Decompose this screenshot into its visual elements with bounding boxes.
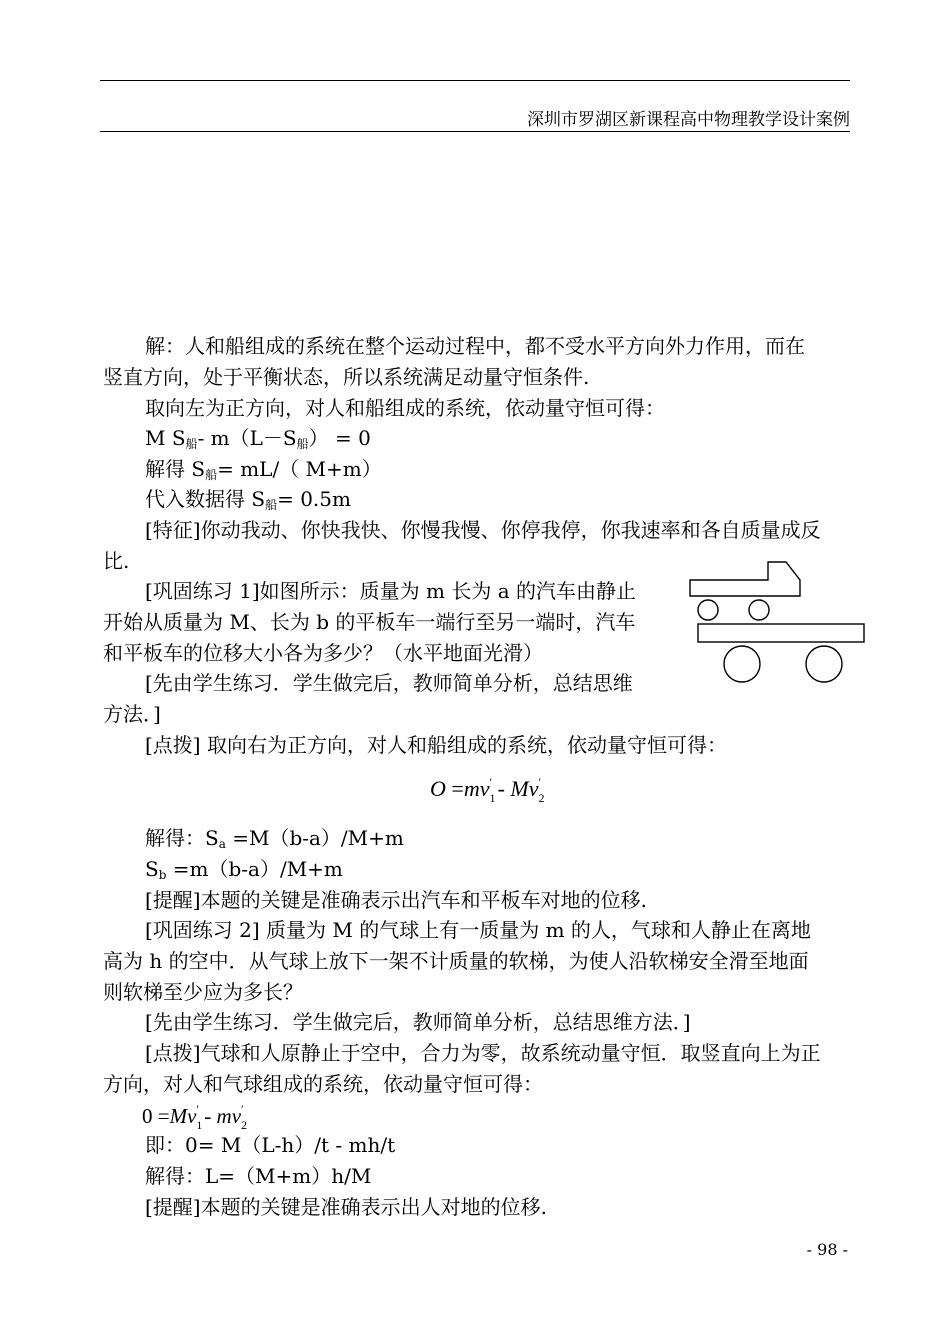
text-run: 解得 S [145,457,206,481]
equation-line [145,826,404,853]
equation-line [145,426,371,453]
truck-on-flatcar-figure [688,560,870,690]
paragraph-line: [提醒]本题的关键是准确表示出汽车和平板车对地的位移. [145,888,647,912]
formula-prime: ′ [196,1102,200,1116]
flatcar-deck [698,624,864,642]
balloon-momentum-equation [142,1102,248,1132]
formula-prime: ′ [241,1102,244,1116]
header-top-rule [100,80,850,81]
subscript: 船 [296,437,309,451]
equation-line: 解得：L=（M+m）h/M [145,1164,372,1188]
formula-subscript: 1 [489,791,496,805]
subscript: 船 [265,498,278,512]
formula-prime: ′ [489,775,493,789]
paragraph-line: [提醒]本题的关键是准确表示出人对地的位移. [145,1195,547,1219]
formula-subscript: 2 [538,791,545,805]
paragraph-line: [先由学生练习．学生做完后，教师简单分析，总结思维 [145,671,633,695]
page-number: - 98 - [806,1240,848,1259]
equation-line [145,857,343,884]
subscript: 船 [205,468,218,482]
formula-subscript: 1 [196,1118,203,1132]
momentum-equation [430,775,545,805]
text-run: ） = 0 [308,426,371,450]
paragraph-line: 则软梯至少应为多长？ [103,980,303,1004]
formula-term: mv [463,776,490,801]
subscript: a [218,837,226,851]
paragraph-line: 和平板车的位移大小各为多少？（水平地面光滑） [103,641,543,665]
paragraph-line: [特征]你动我动、你快我快、你慢我慢、你停我停，你我速率和各自质量成反 [145,518,821,542]
equation-line: 即：0= M（L-h）/t - mh/t [145,1133,396,1157]
truck-wheel [698,600,718,620]
text-run: S [145,857,159,881]
formula-subscript: 2 [241,1118,248,1132]
paragraph-line: 竖直方向，处于平衡状态，所以系统满足动量守恒条件. [103,365,590,389]
truck-body [690,562,800,596]
text-run: =m（b-a）/M+m [166,857,343,881]
text-run: 解得：S [145,826,219,850]
equation-line [145,457,382,484]
paragraph-line: 方法．] [103,702,161,726]
paragraph-line: [点拨] 取向右为正方向，对人和船组成的系统，依动量守恒可得： [145,733,727,757]
subscript: 船 [185,437,198,451]
paragraph-line: 开始从质量为 M、长为 b 的平板车一端行至另一端时，汽车 [103,610,636,634]
formula-term: Mv [169,1104,197,1128]
formula-operator: = [157,1104,170,1128]
formula-operator: - [204,1104,212,1128]
formula-term: O [430,776,446,801]
paragraph-line: 取向左为正方向，对人和船组成的系统，依动量守恒可得： [145,396,665,420]
paragraph-line: 解：人和船组成的系统在整个运动过程中，都不受水平方向外力作用，而在 [145,334,805,358]
header-bottom-rule [100,131,850,132]
formula-term: mv [216,1104,242,1128]
subscript: b [158,868,167,882]
flatcar-wheel [806,646,842,682]
paragraph-line: 方向，对人和气球组成的系统，依动量守恒可得： [103,1072,543,1096]
formula-prime: ′ [538,775,542,789]
paragraph-line: [点拨]气球和人原静止于空中，合力为零，故系统动量守恒．取竖直向上为正 [145,1041,821,1065]
text-run: M S [145,426,186,450]
truck-wheel [749,600,769,620]
text-run: 代入数据得 S [145,487,266,511]
formula-operator: = [451,776,464,801]
text-run: =M（b-a）/M+m [225,826,404,850]
formula-term: 0 [142,1104,153,1128]
paragraph-line: [先由学生练习．学生做完后，教师简单分析，总结思维方法．] [145,1010,691,1034]
formula-term: Mv [510,776,539,801]
text-run: = 0.5m [277,487,351,511]
text-run: = mL/（ M+m） [217,457,382,481]
paragraph-line: [巩固练习 1]如图所示：质量为 m 长为 a 的汽车由静止 [145,579,637,603]
paragraph-line: [巩固练习 2] 质量为 M 的气球上有一质量为 m 的人，气球和人静止在离地 [145,918,811,942]
equation-line [145,487,351,514]
paragraph-line: 比. [103,549,130,573]
running-header: 深圳市罗湖区新课程高中物理教学设计案例 [527,110,850,130]
formula-operator: - [497,776,505,801]
flatcar-wheel [724,646,760,682]
paragraph-line: 高为 h 的空中．从气球上放下一架不计质量的软梯，为使人沿软梯安全滑至地面 [103,949,809,973]
text-run: - m（L－S [197,426,297,450]
